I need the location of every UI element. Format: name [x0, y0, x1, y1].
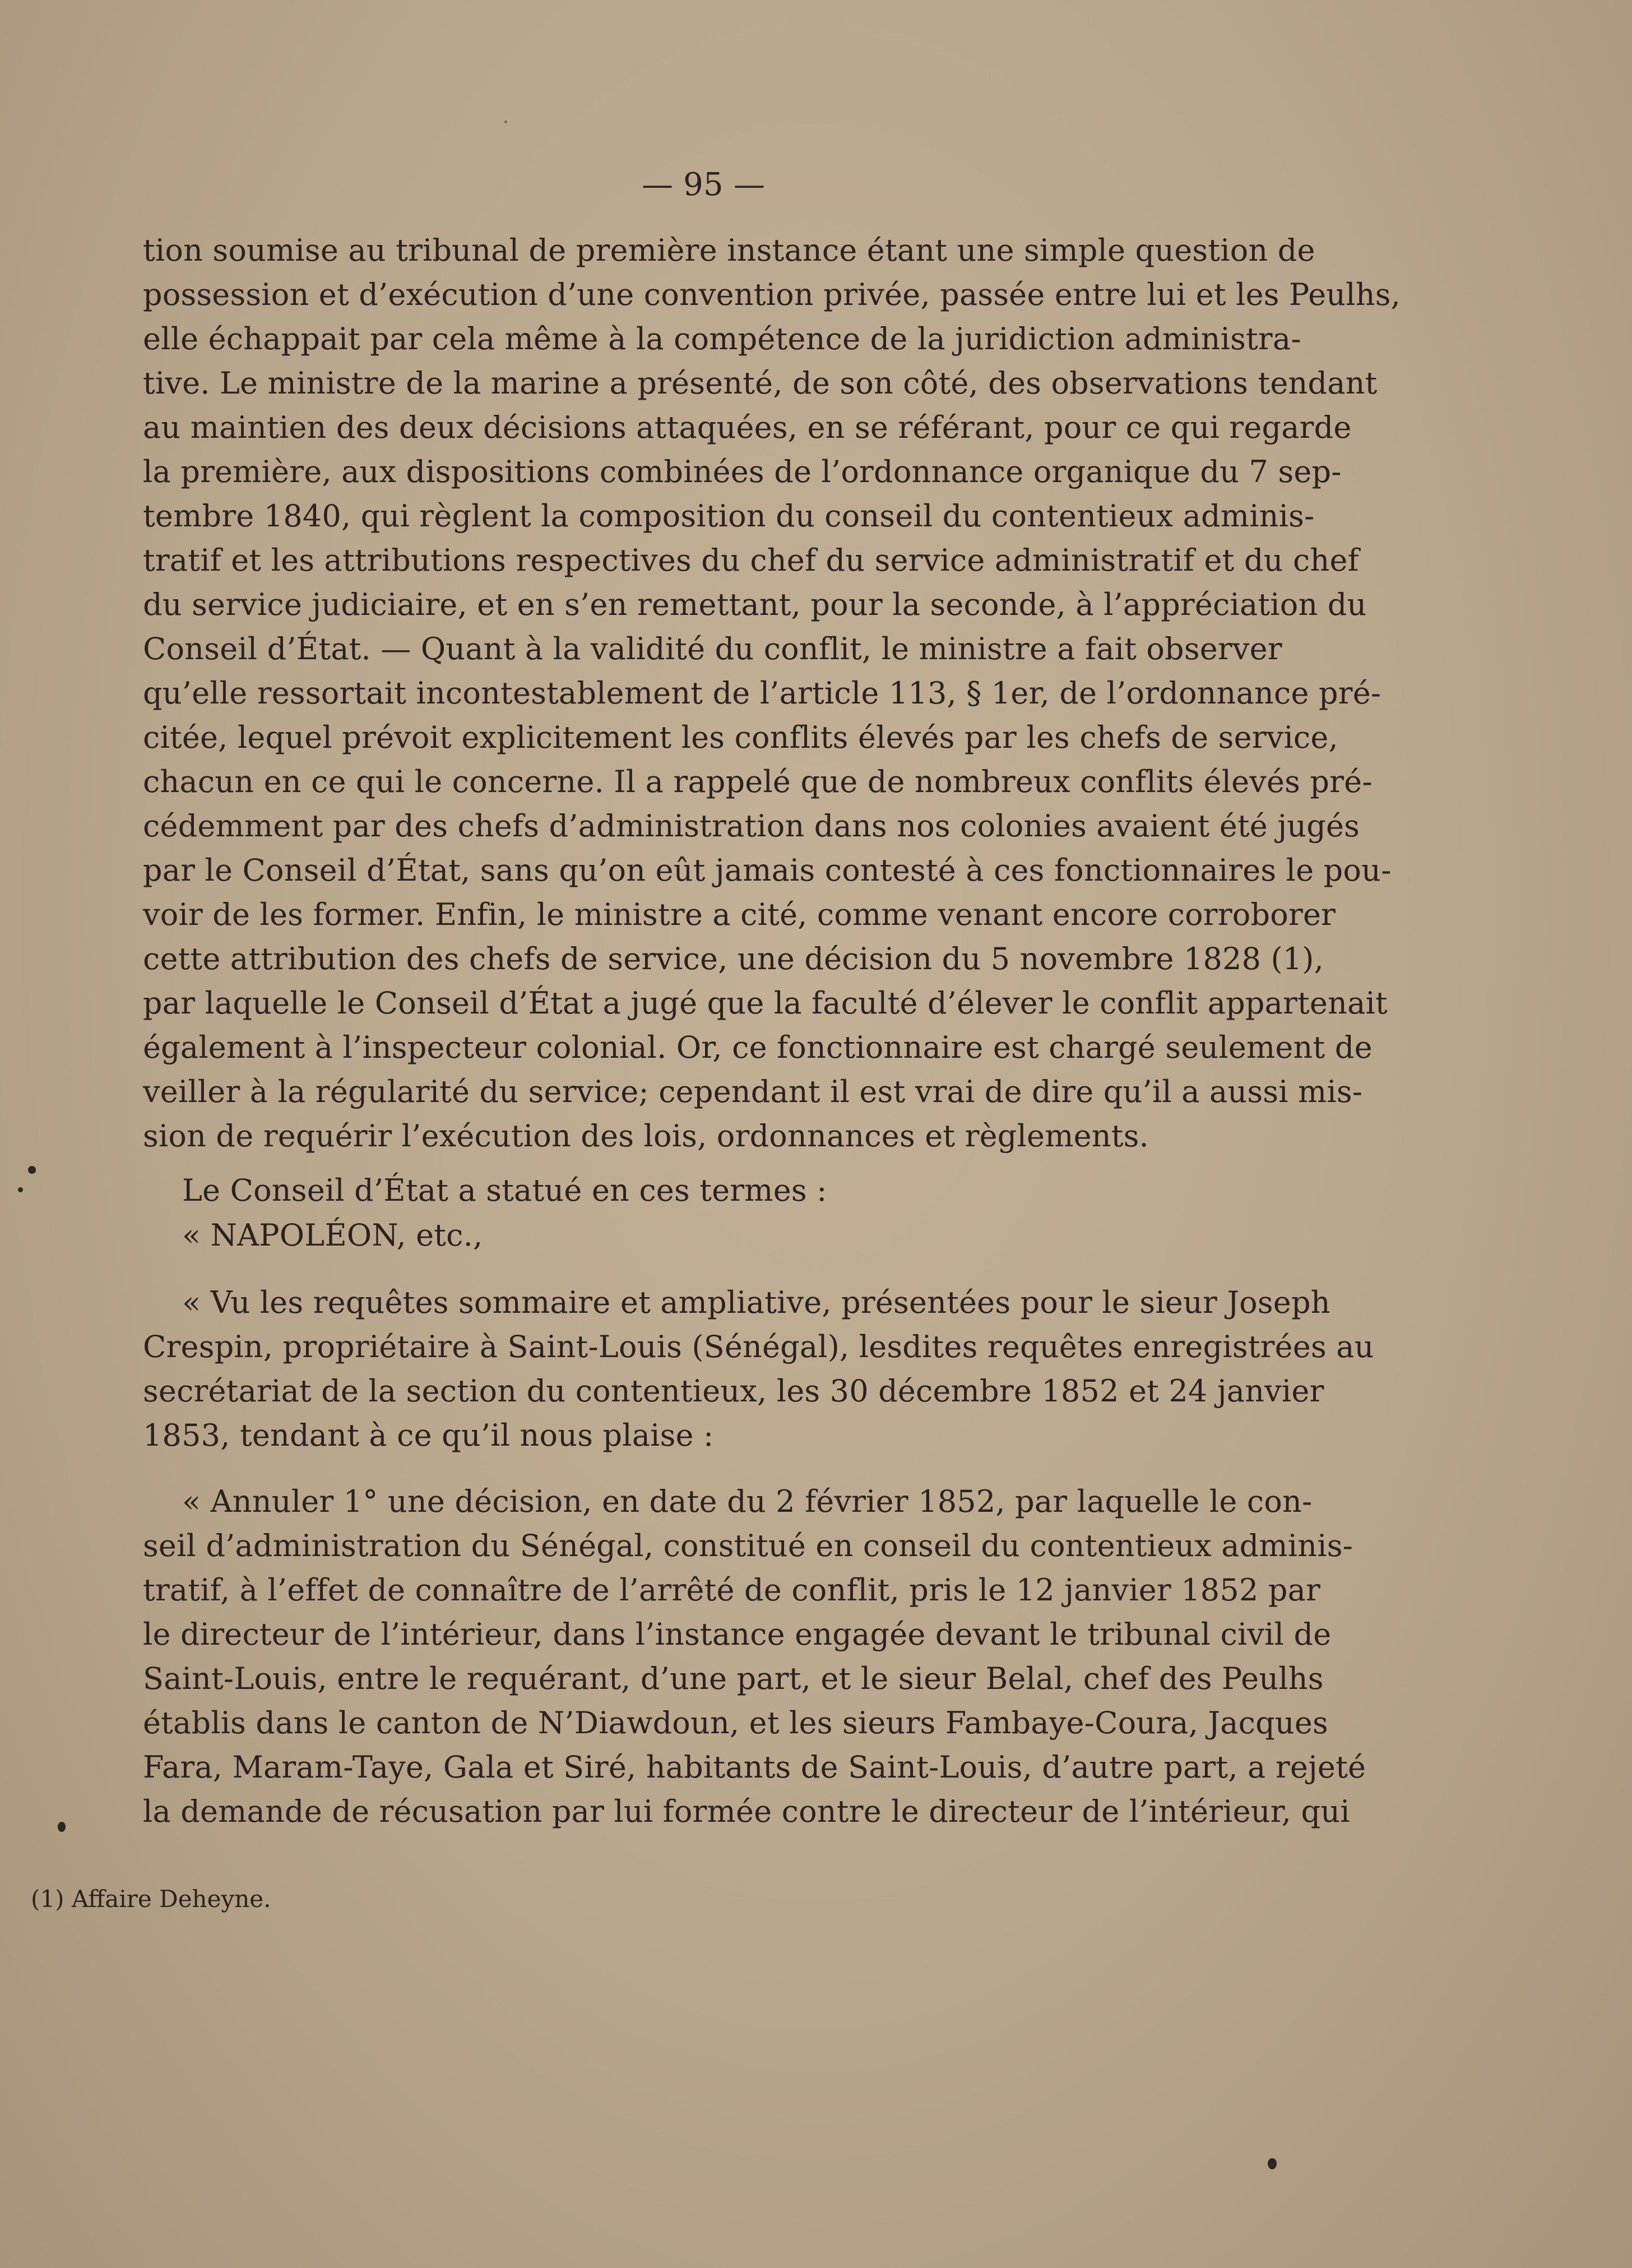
text-line: Le Conseil d’État a statué en ces termes :: [182, 1173, 827, 1208]
text-line: cette attribution des chefs de service, une décision du 5 novembre 1828 (1),: [143, 941, 1324, 976]
text-line: veiller à la régularité du service; cependant il est vrai de dire qu’il a aussi mis-: [143, 1074, 1363, 1109]
text-line: Conseil d’État. — Quant à la validité du conflit, le ministre a fait observer: [143, 631, 1282, 666]
text-line: citée, lequel prévoit explicitement les conflits élevés par les chefs de service,: [143, 720, 1338, 755]
text-line: Saint-Louis, entre le requérant, d’une part, et le sieur Belal, chef des Peulhs: [143, 1661, 1324, 1696]
text-line: « Vu les requêtes sommaire et ampliative, présentées pour le sieur Joseph: [182, 1285, 1330, 1320]
text-line: le directeur de l’intérieur, dans l’instance engagée devant le tribunal civil de: [143, 1617, 1332, 1652]
footnote: (1) Affaire Deheyne.: [31, 1885, 271, 1913]
ink-speck: [18, 1187, 23, 1192]
text-line: tembre 1840, qui règlent la composition du conseil du contentieux adminis-: [143, 498, 1315, 534]
text-line: Crespin, propriétaire à Saint-Louis (Sénégal), lesdites requêtes enregistrées au: [143, 1329, 1374, 1364]
text-line: tion soumise au tribunal de première instance étant une simple question de: [143, 233, 1315, 268]
text-line: tive. Le ministre de la marine a présenté, de son côté, des observations tendant: [143, 365, 1378, 401]
text-line: voir de les former. Enfin, le ministre a cité, comme venant encore corroborer: [143, 897, 1336, 932]
text-line: 1853, tendant à ce qu’il nous plaise :: [143, 1418, 714, 1453]
page-number: — 95 —: [641, 166, 766, 203]
text-line: qu’elle ressortait incontestablement de l’article 113, § 1er, de l’ordonnance pré-: [143, 675, 1381, 711]
text-line: également à l’inspecteur colonial. Or, ce fonctionnaire est chargé seulement de: [143, 1030, 1373, 1065]
text-line: tratif, à l’effet de connaître de l’arrêté de conflit, pris le 12 janvier 1852 par: [143, 1572, 1321, 1608]
text-line: possession et d’exécution d’une convention privée, passée entre lui et les Peulhs,: [143, 277, 1401, 312]
text-line: chacun en ce qui le concerne. Il a rappelé que de nombreux conflits élevés pré-: [143, 764, 1373, 799]
text-line: elle échappait par cela même à la compétence de la juridiction administra-: [143, 321, 1301, 357]
text-line: tratif et les attributions respectives du chef du service administratif et du chef: [143, 543, 1359, 578]
ink-speck: [58, 1822, 66, 1832]
text-line: la demande de récusation par lui formée contre le directeur de l’intérieur, qui: [143, 1794, 1350, 1829]
text-line: « NAPOLÉON, etc.,: [182, 1218, 483, 1253]
text-line: secrétariat de la section du contentieux, les 30 décembre 1852 et 24 janvier: [143, 1373, 1324, 1409]
text-line: établis dans le canton de N’Diawdoun, et les sieurs Fambaye-Coura, Jacques: [143, 1705, 1328, 1741]
text-line: la première, aux dispositions combinées de l’ordonnance organique du 7 sep-: [143, 454, 1342, 489]
text-line: par laquelle le Conseil d’État a jugé que la faculté d’élever le conflit appartenait: [143, 985, 1388, 1021]
ink-speck: [28, 1166, 36, 1174]
text-line: Fara, Maram-Taye, Gala et Siré, habitants de Saint-Louis, d’autre part, a rejeté: [143, 1749, 1366, 1785]
text-line: par le Conseil d’État, sans qu’on eût jamais contesté à ces fonctionnaires le pou-: [143, 853, 1392, 888]
ink-speck: [504, 121, 507, 123]
text-line: du service judiciaire, et en s’en remettant, pour la seconde, à l’appréciation du: [143, 587, 1367, 622]
text-line: seil d’administration du Sénégal, constitué en conseil du contentieux adminis-: [143, 1528, 1353, 1563]
text-line: « Annuler 1° une décision, en date du 2 février 1852, par laquelle le con-: [182, 1484, 1313, 1519]
text-line: sion de requérir l’exécution des lois, ordonnances et règlements.: [143, 1118, 1149, 1154]
text-line: cédemment par des chefs d’administration dans nos colonies avaient été jugés: [143, 808, 1360, 844]
ink-speck: [1268, 2158, 1277, 2169]
text-line: au maintien des deux décisions attaquées, en se référant, pour ce qui regarde: [143, 410, 1352, 445]
